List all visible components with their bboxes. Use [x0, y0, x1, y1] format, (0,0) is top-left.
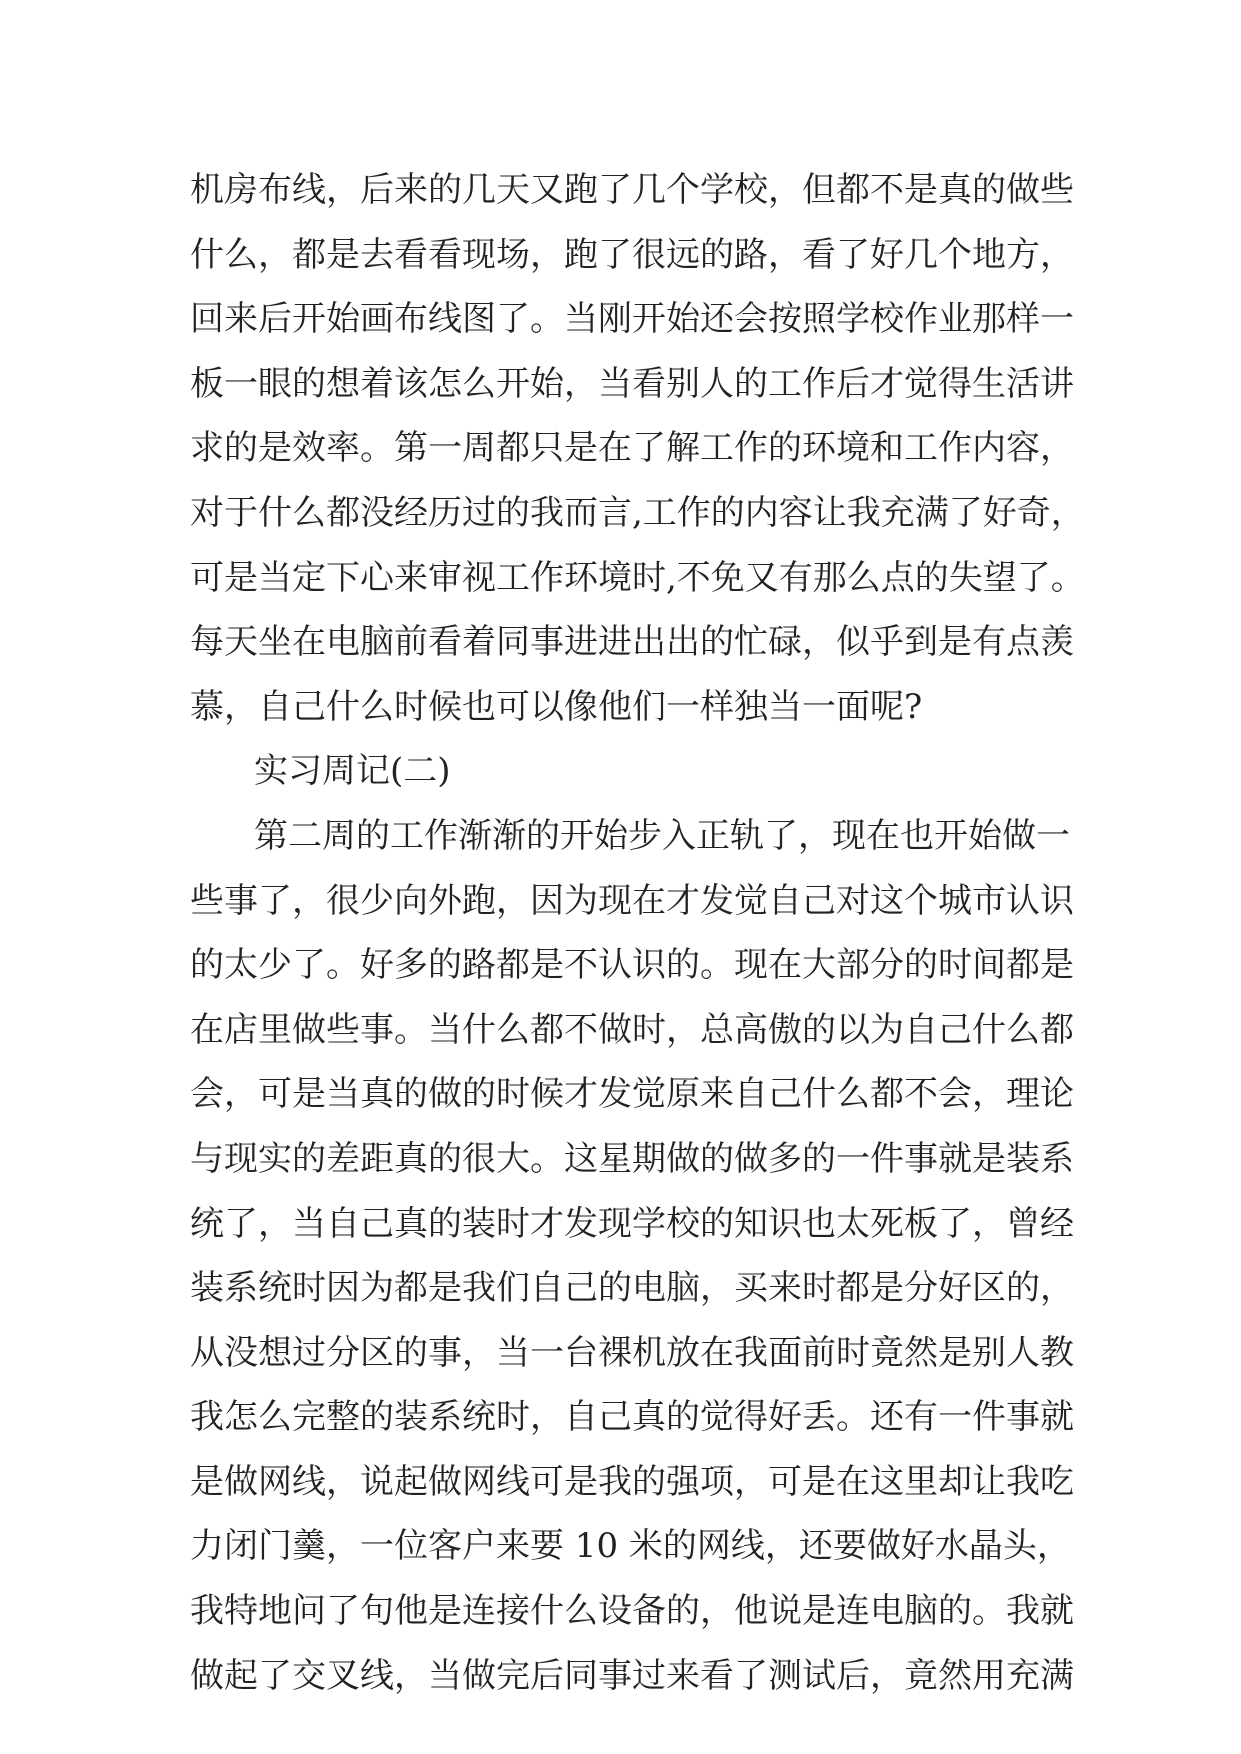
text-line: 从没想过分区的事，当一台裸机放在我面前时竟然是别人教	[190, 1332, 1074, 1373]
text-line: 力闭门羹，一位客户来要 10 米的网线，还要做好水晶头，	[190, 1526, 1071, 1567]
body-text	[190, 158, 1085, 1708]
text-line: 在店里做些事。当什么都不做时，总高傲的以为自己什么都	[190, 1009, 1074, 1050]
text-line: 板一眼的想着该怎么开始，当看别人的工作后才觉得生活讲	[190, 363, 1074, 404]
text-line: 回来后开始画布线图了。当刚开始还会按照学校作业那样一	[190, 299, 1074, 340]
text-line: 些事了，很少向外跑，因为现在才发觉自己对这个城市认识	[190, 880, 1074, 921]
text-line: 与现实的差距真的很大。这星期做的做多的一件事就是装系	[190, 1138, 1074, 1179]
text-line: 第二周的工作渐渐的开始步入正轨了，现在也开始做一	[254, 815, 1070, 856]
text-line: 可是当定下心来审视工作环境时,不免又有那么点的失望了。	[190, 557, 1085, 598]
paragraph-2	[190, 804, 1074, 1708]
text-line: 装系统时因为都是我们自己的电脑，买来时都是分好区的，	[190, 1268, 1074, 1309]
text-line: 是做网线，说起做网线可是我的强项，可是在这里却让我吃	[190, 1461, 1074, 1502]
text-line: 的太少了。好多的路都是不认识的。现在大部分的时间都是	[190, 945, 1074, 986]
text-line: 我怎么完整的装系统时，自己真的觉得好丢。还有一件事就	[190, 1397, 1074, 1438]
text-line: 会，可是当真的做的时候才发觉原来自己什么都不会，理论	[190, 1074, 1074, 1115]
text-line: 每天坐在电脑前看着同事进进出出的忙碌，似乎到是有点羡	[190, 622, 1074, 663]
text-line: 慕，自己什么时候也可以像他们一样独当一面呢?	[190, 686, 923, 727]
text-line: 我特地问了句他是连接什么设备的，他说是连电脑的。我就	[190, 1591, 1074, 1632]
text-line: 求的是效率。第一周都只是在了解工作的环境和工作内容，	[190, 428, 1074, 469]
paragraph-1	[190, 158, 1085, 739]
text-line: 统了，当自己真的装时才发现学校的知识也太死板了，曾经	[190, 1203, 1074, 1244]
text-line: 做起了交叉线，当做完后同事过来看了测试后，竟然用充满	[190, 1655, 1074, 1696]
text-line: 什么，都是去看看现场，跑了很远的路，看了好几个地方，	[190, 234, 1074, 275]
text-line: 对于什么都没经历过的我而言,工作的内容让我充满了好奇，	[190, 492, 1085, 533]
section-heading: 实习周记(二)	[254, 751, 451, 792]
text-line: 机房布线，后来的几天又跑了几个学校，但都不是真的做些	[190, 170, 1074, 210]
